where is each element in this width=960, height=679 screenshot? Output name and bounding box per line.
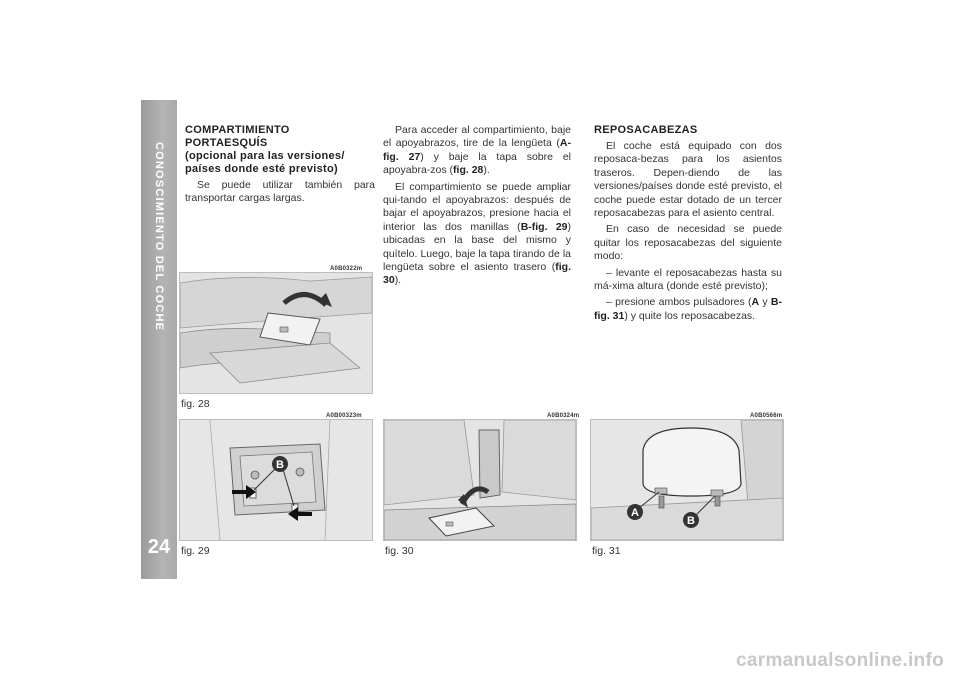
paragraph-1 bbox=[383, 124, 571, 178]
figure-code: A0B00323m bbox=[326, 413, 362, 419]
text: ) y quite los reposacabezas. bbox=[624, 309, 756, 322]
text: – presione ambos pulsadores ( bbox=[606, 296, 752, 309]
figure-reference: A-fig. 27 bbox=[383, 137, 571, 163]
column-access-instructions bbox=[383, 124, 571, 291]
paragraph-2: En caso de necesidad se puede quitar los reposacabezas del siguiente modo: bbox=[594, 223, 782, 263]
column-headrests bbox=[594, 124, 782, 326]
figure-label: fig. 28 bbox=[181, 398, 210, 410]
figure-28-image bbox=[179, 272, 373, 394]
paragraph-3: – levante el reposacabezas hasta su má-xima altura (donde esté previsto); bbox=[594, 266, 782, 293]
side-title-text: CONOSCIMIENTO DEL COCHE bbox=[153, 142, 165, 332]
text: ) ubicadas en la base del mismo y quítelo. Luego, baje la tapa tirando de la lengüeta sobre el asiento trasero ( bbox=[383, 220, 571, 274]
figure-reference: fig. 30 bbox=[383, 261, 571, 287]
subheading-line-2: países donde esté previsto) bbox=[185, 163, 338, 175]
figure-reference: B-fig. 31 bbox=[594, 296, 782, 322]
figure-code: A0B0324m bbox=[547, 413, 580, 419]
figure-reference: A bbox=[751, 296, 760, 309]
paragraph-1: El coche está equipado con dos reposaca-bezas para los asientos traseros. Depen-diendo de las versiones/países donde esté previsto, el coche puede estar dotado de un tercer reposacabezas para el asiento central. bbox=[594, 140, 782, 220]
side-tab bbox=[141, 100, 177, 579]
text: ). bbox=[483, 164, 490, 177]
heading-headrests: REPOSACABEZAS bbox=[594, 124, 698, 136]
figure-label: fig. 31 bbox=[592, 545, 621, 557]
figure-30-image bbox=[383, 419, 577, 541]
text: El compartimiento se puede ampliar qui-tando el apoyabrazos: después de bajar el apoyabrazos, presione hacia el interior las dos manillas ( bbox=[383, 180, 571, 233]
watermark[interactable]: carmanualsonline.info bbox=[736, 650, 944, 671]
figure-29-image bbox=[179, 419, 373, 541]
column-ski-compartment bbox=[185, 124, 375, 209]
text: ) y baje la tapa sobre el apoyabra-zos ( bbox=[383, 150, 572, 177]
heading-line-1: COMPARTIMIENTO bbox=[185, 124, 290, 136]
paragraph-2 bbox=[383, 181, 571, 288]
figure-31-image bbox=[590, 419, 784, 541]
figure-label: fig. 29 bbox=[181, 545, 210, 557]
text: ). bbox=[394, 274, 402, 287]
figure-label: fig. 30 bbox=[385, 545, 414, 557]
figure-reference: B-fig. 29 bbox=[520, 220, 568, 233]
text: Para acceder al compartimiento, baje el apoyabrazos, tire de la lengüeta ( bbox=[383, 124, 571, 150]
callout-b: B bbox=[276, 459, 284, 471]
paragraph-4 bbox=[594, 296, 782, 323]
side-title bbox=[141, 100, 177, 579]
callout-b: B bbox=[687, 515, 695, 527]
subheading-line-1: (opcional para las versiones/ bbox=[185, 150, 345, 162]
page-number: 24 bbox=[147, 536, 171, 558]
text: y bbox=[759, 296, 771, 309]
callout-a: A bbox=[631, 507, 639, 519]
figure-code: A0B0322m bbox=[330, 266, 363, 272]
paragraph: Se puede utilizar también para transportar cargas largas. bbox=[185, 179, 375, 205]
figure-code: A0B0566m bbox=[750, 413, 783, 419]
heading-line-2: PORTAESQUÍS bbox=[185, 137, 268, 149]
figure-reference: fig. 28 bbox=[453, 164, 484, 177]
